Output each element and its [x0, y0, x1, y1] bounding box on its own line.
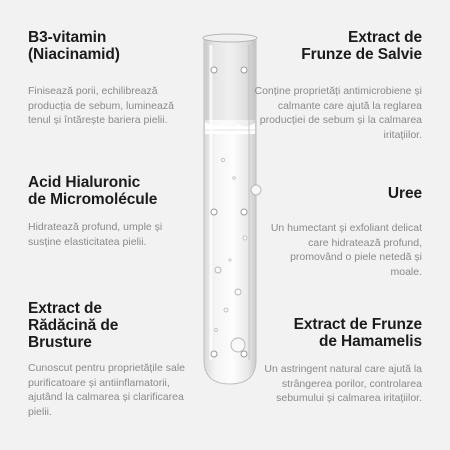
- connector-dot: [241, 67, 247, 73]
- ingredient-title: Uree: [387, 185, 422, 202]
- ingredient-title: B3-vitamin (Niacinamid): [28, 29, 120, 63]
- ingredient-description: Finisează porii, echilibrează producția de sebum, luminează tenul și întărește bariera pielii.: [28, 85, 174, 127]
- ingredient-burdock-root-extract: [28, 300, 186, 418]
- ingredient-description: Un humectant și exfoliant delicat care hidratează profund, promovând o piele netedă și moale.: [270, 222, 422, 278]
- connector-dot: [241, 209, 247, 215]
- ingredient-title: Extract de Frunze de Hamamelis: [293, 316, 422, 350]
- ingredient-urea: [252, 185, 422, 278]
- ingredient-witch-hazel-extract: [232, 316, 422, 405]
- ingredient-description: Hidratează profund, umple și susține elasticitatea pielii.: [28, 221, 163, 248]
- ingredient-title: Extract de Rădăcină de Brusture: [28, 300, 119, 351]
- connector-dot: [211, 67, 217, 73]
- ingredient-description: Conține proprietăți antimicrobiene și calmante care ajută la reglarea producției de sebum și la calmarea iritațiilor.: [254, 85, 422, 141]
- ingredient-hyaluronic-acid: [28, 174, 203, 248]
- ingredient-description: Cunoscut pentru proprietățile sale purificatoare și antiinflamatorii, ajutând la calmarea și clarificarea pielii.: [28, 362, 186, 418]
- ingredient-sage-extract: [252, 29, 422, 141]
- ingredient-title: Extract de Frunze de Salvie: [301, 29, 422, 63]
- connector-dot: [211, 351, 217, 357]
- connector-dot: [211, 209, 217, 215]
- ingredient-b3-vitamin: [28, 29, 178, 127]
- connector-dot: [241, 351, 247, 357]
- ingredient-description: Un astringent natural care ajută la strângerea porilor, controlarea sebumului și calmarea iritațiilor.: [264, 363, 422, 405]
- ingredient-title: Acid Hialuronic de Micromolécule: [28, 174, 158, 208]
